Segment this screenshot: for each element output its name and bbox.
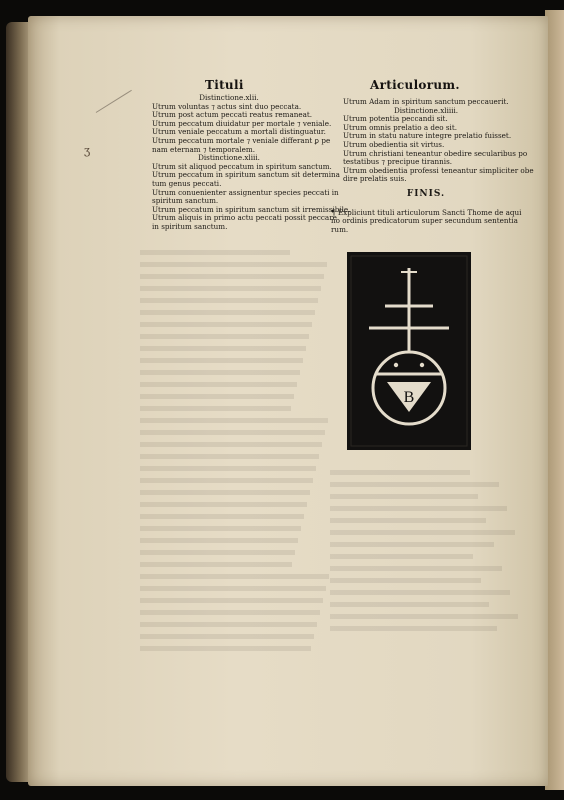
device-letter: B (403, 389, 415, 406)
left-column-line: Utrum voluntas ⁊ actus sint duo peccata. (152, 101, 302, 111)
bleed-through-bar (330, 506, 507, 511)
left-column-line: Utrum peccatum in spiritum sanctum sit determina (152, 170, 340, 180)
bleed-through-bar (140, 442, 322, 447)
bleed-through-bar (140, 382, 297, 387)
bleed-through-bar (140, 298, 318, 303)
colophon-line: no ordinis predicatorum super secundum sententia (331, 216, 518, 226)
bleed-through-bar (330, 554, 473, 559)
bleed-through-bar (330, 494, 478, 499)
finis-label: FINIS. (406, 188, 446, 199)
bleed-through-bar (330, 590, 510, 595)
bleed-through-bar (140, 550, 295, 555)
bleed-through-bar (140, 562, 292, 567)
right-column-line: Utrum christiani teneantur obedire secularibus po (343, 148, 528, 158)
right-column-line: Utrum in statu nature integre prelatio fuisset. (343, 131, 512, 141)
colophon-line: rum. (331, 224, 349, 234)
left-column-line: Utrum peccatum mortale ⁊ veniale differant ꝑ pe (152, 135, 331, 145)
left-column-line: Utrum peccatum in spiritum sanctum sit irremissibile. (152, 204, 351, 214)
heading-articulorum: Articulorum. (370, 78, 460, 92)
bleed-through-bar (140, 634, 314, 639)
bleed-through-bar (330, 482, 499, 487)
right-column-line: Utrum potentia peccandi sit. (343, 114, 448, 124)
right-column-line: dire prelatis suis. (343, 174, 407, 184)
left-column-line: Utrum aliquis in primo actu peccati possit peccare (152, 213, 337, 223)
right-column-lines (331, 97, 534, 184)
right-column-line: Utrum obedientia professi teneantur simpliciter obe (343, 165, 534, 175)
bleed-through-bar (140, 526, 301, 531)
right-column-text (331, 97, 534, 234)
right-column-line: Utrum omnis prelatio a deo sit. (343, 122, 458, 132)
left-column-line: Utrum sit aliquod peccatum in spiritum sanctum. (152, 161, 332, 171)
bleed-through-bar (140, 310, 315, 315)
bleed-through-bar (140, 346, 306, 351)
bleed-through-bar (140, 622, 317, 627)
bleed-through-bar (140, 598, 323, 603)
bleed-through-bar (330, 470, 470, 475)
bleed-through-bar (140, 610, 320, 615)
bleed-through-bar (140, 646, 311, 651)
left-column-line: spiritum sanctum. (152, 196, 219, 206)
bleed-through-bar (140, 286, 321, 291)
left-column-line: in spiritum sanctum. (152, 221, 228, 231)
bleed-through-bar (140, 250, 290, 255)
bleed-through-bar (140, 418, 328, 423)
bleed-through-bar (140, 370, 300, 375)
bleed-through-bar (140, 490, 310, 495)
bleed-through-bar (330, 614, 518, 619)
bleed-through-bar (140, 430, 325, 435)
right-column-line: Utrum obedientia sit virtus. (343, 139, 445, 149)
left-column-line: Utrum conuenienter assignentur species peccati in (152, 187, 339, 197)
bleed-through-bar (140, 274, 324, 279)
bleed-through-bar (330, 578, 481, 583)
bleed-through-bar (140, 406, 291, 411)
left-column-text (140, 93, 351, 232)
bleed-through-bar (140, 322, 312, 327)
right-column-line: Distinctione.xliiii. (393, 105, 459, 115)
printers-device-icon (347, 252, 471, 450)
left-column-line: Utrum peccatum diuidatur per mortale ⁊ veniale. (152, 118, 332, 128)
margin-mark: ʒ (84, 144, 91, 157)
left-column-line: tum genus peccati. (152, 178, 222, 188)
bleed-through-bar (140, 454, 319, 459)
left-column-line: Distinctione.xlii. (199, 93, 259, 102)
right-column-line: Utrum Adam in spiritum sanctum peccauerit. (343, 97, 509, 106)
left-column-line: Utrum post actum peccati reatus remaneat. (152, 110, 313, 120)
bleed-through-bar (330, 542, 494, 547)
bleed-through-bar (140, 466, 316, 471)
bleed-through-bar (330, 518, 486, 523)
heading-tituli: Tituli (205, 78, 244, 92)
bleed-through-bar (330, 566, 502, 571)
bleed-through-bar (330, 626, 497, 631)
bleed-through-bar (140, 586, 326, 591)
colophon (331, 207, 522, 235)
bleed-through-bar (330, 602, 489, 607)
bleed-through-bar (140, 538, 298, 543)
bleed-through-bar (140, 514, 304, 519)
bleed-through-bar (140, 574, 329, 579)
colophon-line: ¶ Expliciunt tituli articulorum Sancti Thome de aqui (331, 207, 522, 217)
bleed-through-bar (140, 478, 313, 483)
right-column-line: testatibus ⁊ precipue tirannis. (343, 157, 453, 167)
bleed-through-bar (140, 334, 309, 339)
left-column-line: Utrum veniale peccatum a mortali distinguatur. (152, 127, 326, 137)
bleed-through-bar (140, 358, 303, 363)
bleed-through-bar (140, 394, 294, 399)
bleed-through-bar (330, 530, 515, 535)
left-column-line: Distinctione.xliii. (198, 153, 260, 163)
bleed-through-bar (140, 262, 327, 267)
left-column-line: nam eternam ⁊ temporalem. (152, 144, 255, 154)
bleed-through-bar (140, 502, 307, 507)
